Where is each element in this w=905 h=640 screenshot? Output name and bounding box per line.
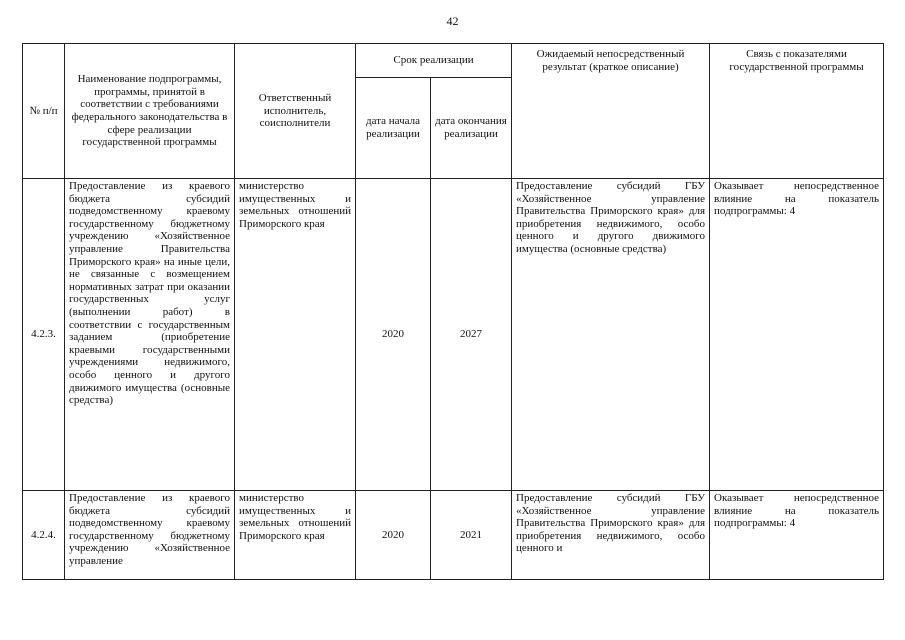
expected-result-cell: Предоставление субсидий ГБУ «Хозяйственное управление Правительства Приморского края» для приобретения недвижимого, особо ценного и [512, 491, 710, 580]
program-name-cell: Предоставление из краевого бюджета субсидий подведомственному краевому государственному бюджетному учреждению «Хозяйственное управление Правительства Приморского края» на иные цели, не связанные с возмещением нормативных затрат при оказании государственных услуг (выполнении работ) в соответствии с государственным заданием (приобретение краевыми государственными учреждениями недвижимого, особо ценного и другого движимого имущества (основные средства) [65, 179, 235, 491]
program-name-cell [65, 491, 235, 580]
expected-result-cell: Предоставление субсидий ГБУ «Хозяйственное управление Правительства Приморского края» для приобретения недвижимого, особо ценного и другого движимого имущества (основные средства) [512, 179, 710, 491]
header-expected-result: Ожидаемый непосредственный результат (краткое описание) [512, 44, 710, 179]
header-executor: Ответственный исполнитель, соисполнители [235, 44, 356, 179]
page-number: 42 [446, 14, 459, 28]
indicator-link-cell: Оказывает непосредственное влияние на показатель подпрограммы: 4 [710, 179, 884, 491]
start-year-cell: 2020 [356, 491, 431, 580]
end-year-cell: 2021 [431, 491, 512, 580]
table-header [23, 44, 884, 179]
table-row [23, 491, 884, 580]
row-number: 4.2.4. [23, 491, 65, 580]
indicator-link-cell: Оказывает непосредственное влияние на показатель подпрограммы: 4 [710, 491, 884, 580]
header-start-date: дата начала реализации [356, 78, 431, 179]
header-indicator-link: Связь с показателями государственной программы [710, 44, 884, 179]
executor-cell: министерство имущественных и земельных отношений Приморского края [235, 179, 356, 491]
header-period: Срок реализации [356, 44, 512, 78]
header-program-name: Наименование подпрограммы, программы, принятой в соответствии с требованиями федерального законодательства в сфере реализации государственной программы [65, 44, 235, 179]
program-table [22, 43, 884, 580]
end-year-cell: 2027 [431, 179, 512, 491]
program-name-text: Предоставление из краевого бюджета субсидий подведомственному краевому государственному бюджетному учреждению «Хозяйственное управление [69, 492, 230, 567]
executor-cell: министерство имущественных и земельных отношений Приморского края [235, 491, 356, 580]
table-row [23, 179, 884, 491]
start-year-cell: 2020 [356, 179, 431, 491]
row-number: 4.2.3. [23, 179, 65, 491]
header-end-date: дата окончания реализации [431, 78, 512, 179]
header-number: № п/п [23, 44, 65, 179]
